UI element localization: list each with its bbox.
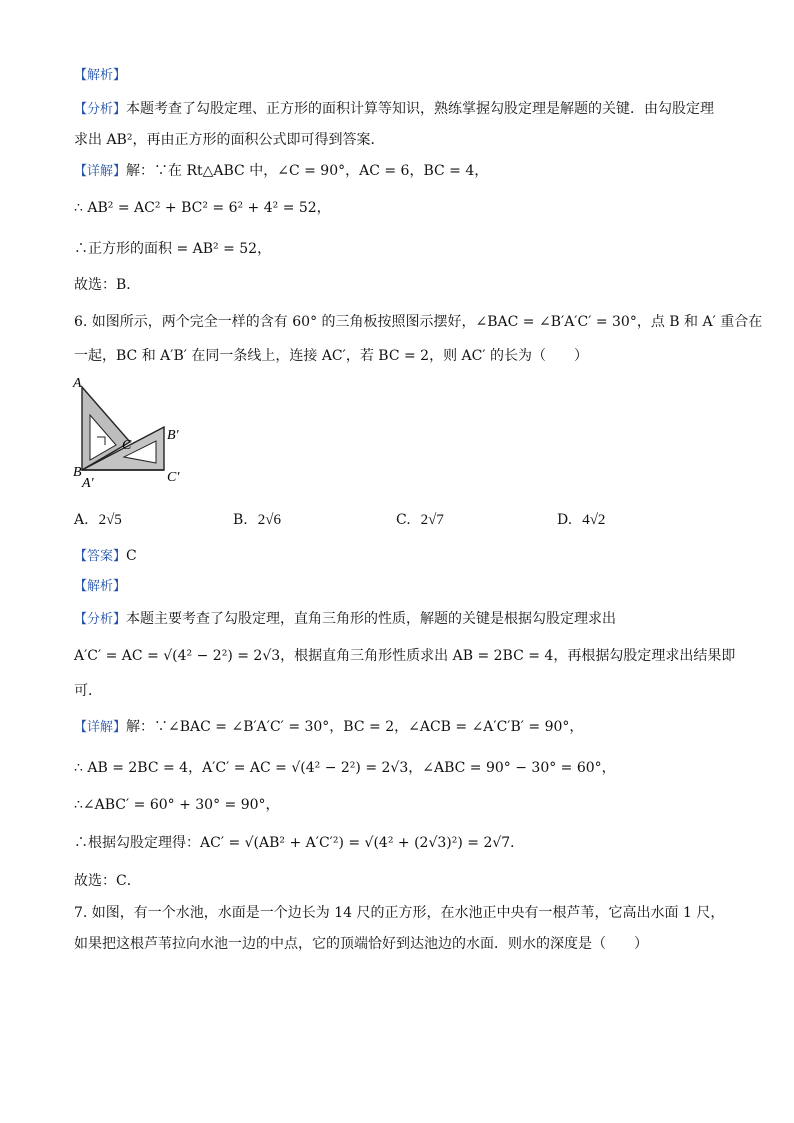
detail-text: 解：∵在 Rt△ABC 中，∠C = 90°，AC = 6，BC = 4， [126,163,489,179]
fenxi-tag: 【分析】 [74,102,127,117]
label-b: B [73,465,82,480]
q6-fenxi-text: 本题主要考查了勾股定理，直角三角形的性质，解题的关键是根据勾股定理求出 [126,611,617,627]
option-b [233,510,281,530]
q6-detail-line-3: ∴∠ABC′ = 60° + 30° = 90°， [74,797,280,813]
option-b-value: 2√6 [257,512,281,528]
option-d-value: 4√2 [582,512,606,528]
detail-line-2: ∴ AB² = AC² + BC² = 6² + 4² = 52， [74,200,331,216]
q6-detail-line-4: ∴根据勾股定理得：AC′ = √(AB² + A′C′²) = √(4² + (2√3)²) = 2√7． [74,835,525,851]
triangle-figure [72,375,192,487]
label-a: A [73,376,82,391]
fenxi-text: 本题考查了勾股定理、正方形的面积计算等知识，熟练掌握勾股定理是解题的关键．由勾股定理 [126,101,715,117]
q6-answer-line [74,546,137,567]
option-c [396,510,444,530]
option-a [74,510,122,530]
option-a-value: 2√5 [98,512,122,528]
q6-xiangjie-tag: 【详解】 [74,720,127,735]
q6-jiexi-tag: 【解析】 [74,579,127,594]
q6-stem-line-2: 一起，BC 和 A′B′ 在同一条线上，连接 AC′，若 BC = 2，则 AC′ 的长为（ ） [74,348,588,364]
answer-tag: 【答案】 [74,549,127,564]
q6-stem-line-1: 6. 如图所示，两个完全一样的含有 60° 的三角板按照图示摆好，∠BAC = ∠B′A′C′ = 30°，点 B 和 A′ 重合在 [74,314,763,330]
label-c: C [122,438,132,453]
option-c-value: 2√7 [420,512,444,528]
option-b-letter: B. [233,512,248,528]
q6-detail-text: 解：∵∠BAC = ∠B′A′C′ = 30°，BC = 2，∠ACB = ∠A′C′B′ = 90°， [126,719,584,735]
label-c-prime: C′ [167,470,180,485]
option-a-letter: A. [74,512,89,528]
analysis-line-1 [74,99,714,120]
xiangjie-tag: 【详解】 [74,164,127,179]
analysis-tag: 【解析】 [74,68,127,83]
answer-value: C [126,548,137,564]
q6-fenxi-tag: 【分析】 [74,612,127,627]
option-c-letter: C. [396,512,411,528]
q6-analysis-line-2: A′C′ = AC = √(4² − 2²) = 2√3，根据直角三角形性质求出 AB = 2BC = 4，再根据勾股定理求出结果即 [74,648,736,664]
q7-stem-line-2: 如果把这根芦苇拉向水池一边的中点，它的顶端恰好到达池边的水面．则水的深度是（ ） [74,936,648,952]
q7-stem-line-1: 7. 如图，有一个水池，水面是一个边长为 14 尺的正方形，在水池正中央有一根芦苇，它高出水面 1 尺， [74,905,725,921]
detail-line-1 [74,161,488,182]
q6-answer-choice: 故选：C． [74,873,141,889]
analysis-line-2: 求出 AB²，再由正方形的面积公式即可得到答案． [74,132,385,148]
detail-line-3: ∴正方形的面积 = AB² = 52， [74,241,272,257]
label-b-prime: B′ [167,428,179,443]
q6-analysis-line-1 [74,609,616,630]
option-d [557,510,605,530]
q6-detail-line-2: ∴ AB = 2BC = 4，A′C′ = AC = √(4² − 2²) = 2√3，∠ABC = 90° − 30° = 60°， [74,760,616,776]
q6-analysis-line-3: 可． [74,683,102,699]
option-d-letter: D. [557,512,573,528]
label-a-prime: A′ [82,476,94,487]
answer-choice-line: 故选：B． [74,277,141,293]
q6-detail-line-1 [74,717,583,738]
